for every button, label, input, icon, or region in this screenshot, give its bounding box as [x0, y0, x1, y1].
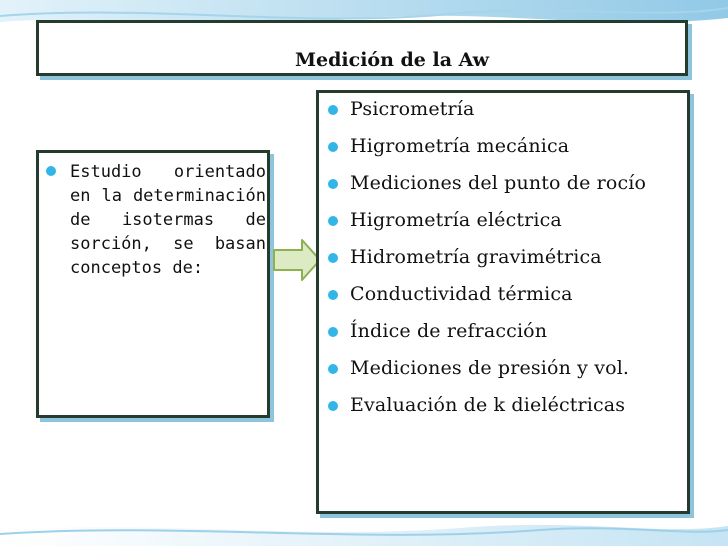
bullet-dot-icon	[328, 253, 338, 263]
bullet-dot-icon	[328, 327, 338, 337]
list-item: Mediciones de presión y vol.	[328, 353, 686, 383]
bullet-dot-icon	[328, 105, 338, 115]
list-item: Higrometría mecánica	[328, 131, 686, 161]
slide-title: Medición de la Aw	[295, 49, 489, 71]
list-item: Conductividad térmica	[328, 279, 686, 309]
list-item: Índice de refracción	[328, 316, 686, 346]
left-bullet-text: Estudio orientado en la determinación de isotermas de sorción, se basan conceptos de:	[70, 162, 266, 278]
title-box	[36, 20, 688, 76]
bullet-dot-icon	[328, 142, 338, 152]
list-item: Higrometría eléctrica	[328, 205, 686, 235]
bullet-dot-icon	[46, 166, 56, 176]
bullet-dot-icon	[328, 401, 338, 411]
bullet-dot-icon	[328, 364, 338, 374]
bullet-dot-icon	[328, 290, 338, 300]
list-item: Psicrometría	[328, 94, 686, 124]
bullet-dot-icon	[328, 216, 338, 226]
right-arrow-icon	[272, 236, 322, 284]
list-item: Mediciones del punto de rocío	[328, 168, 686, 198]
bullet-dot-icon	[328, 179, 338, 189]
list-item: Hidrometría gravimétrica	[328, 242, 686, 272]
list-item: Evaluación de k dieléctricas	[328, 390, 686, 420]
methods-list	[328, 94, 686, 427]
left-bullet	[46, 160, 266, 280]
